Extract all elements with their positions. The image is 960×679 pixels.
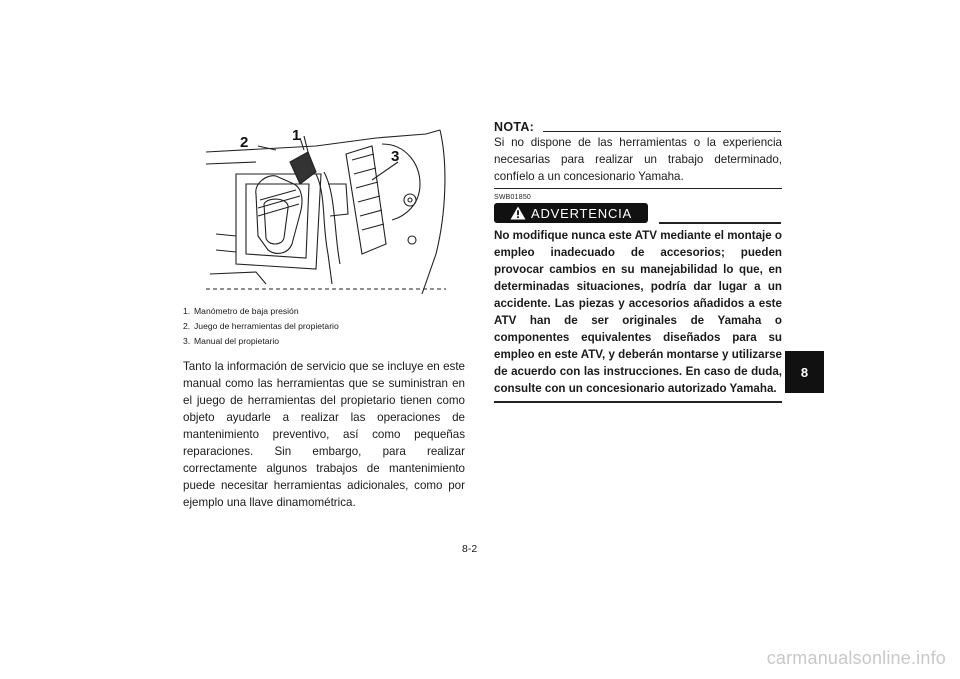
watermark: carmanualsonline.info <box>766 648 946 668</box>
nota-end-rule <box>494 188 782 189</box>
warning-label: ADVERTENCIA <box>530 205 633 221</box>
warning-end-rule <box>494 401 782 403</box>
caption-text: Manual del propietario <box>194 336 280 346</box>
chapter-tab: 8 <box>785 351 824 393</box>
caption-item <box>183 304 339 319</box>
caption-item <box>183 334 339 349</box>
callout-3: 3 <box>391 148 400 165</box>
warning-title-rule <box>659 222 781 224</box>
warning-code: SWB01850 <box>494 194 532 201</box>
toolkit-illustration <box>196 124 458 296</box>
warning-triangle-icon <box>510 206 526 220</box>
caption-number: 3. <box>183 336 191 346</box>
caption-number: 2. <box>183 321 191 331</box>
caption-text: Juego de herramientas del propietario <box>194 321 339 331</box>
caption-item <box>183 319 339 334</box>
callout-1: 1 <box>292 127 301 144</box>
callout-2: 2 <box>240 134 249 151</box>
warning-badge <box>494 203 648 223</box>
nota-title-rule <box>543 131 781 132</box>
page-number: 8-2 <box>462 543 478 555</box>
caption-number: 1. <box>183 306 191 316</box>
warning-text: No modifique nunca este ATV mediante el montaje o empleo inadecuado de accesorios; pueden provocar cambios en su manejabilidad lo que, en determinadas situaciones, podría dar lugar a un accidente. Las piezas y accesorios añadidos a este ATV han de ser originales de Yamaha o componentes equivalentes diseñados para su empleo en este ATV, y deberán montarse y utilizarse de acuerdo con las instrucciones. En caso de duda, consulte con un concesionario autorizado Yamaha. <box>494 229 782 395</box>
nota-title: NOTA: <box>494 120 535 134</box>
caption-text: Manómetro de baja presión <box>194 306 299 316</box>
body-paragraph: Tanto la información de servicio que se incluye en este manual como las herramientas que se suministran en el juego de herramientas del propietario tienen como objeto ayudarle a realizar las operaciones de mantenimiento preventivo, así como pequeñas reparaciones. Sin embargo, para realizar correctamente algunos trabajos de mantenimiento puede necesitar herramientas adicionales, como por ejemplo una llave dinamométrica. <box>183 360 465 509</box>
figure-captions <box>183 304 339 349</box>
nota-text: Si no dispone de las herramientas o la experiencia necesarias para realizar un trabajo determinado, confíelo a un concesionario Yamaha. <box>494 136 782 183</box>
